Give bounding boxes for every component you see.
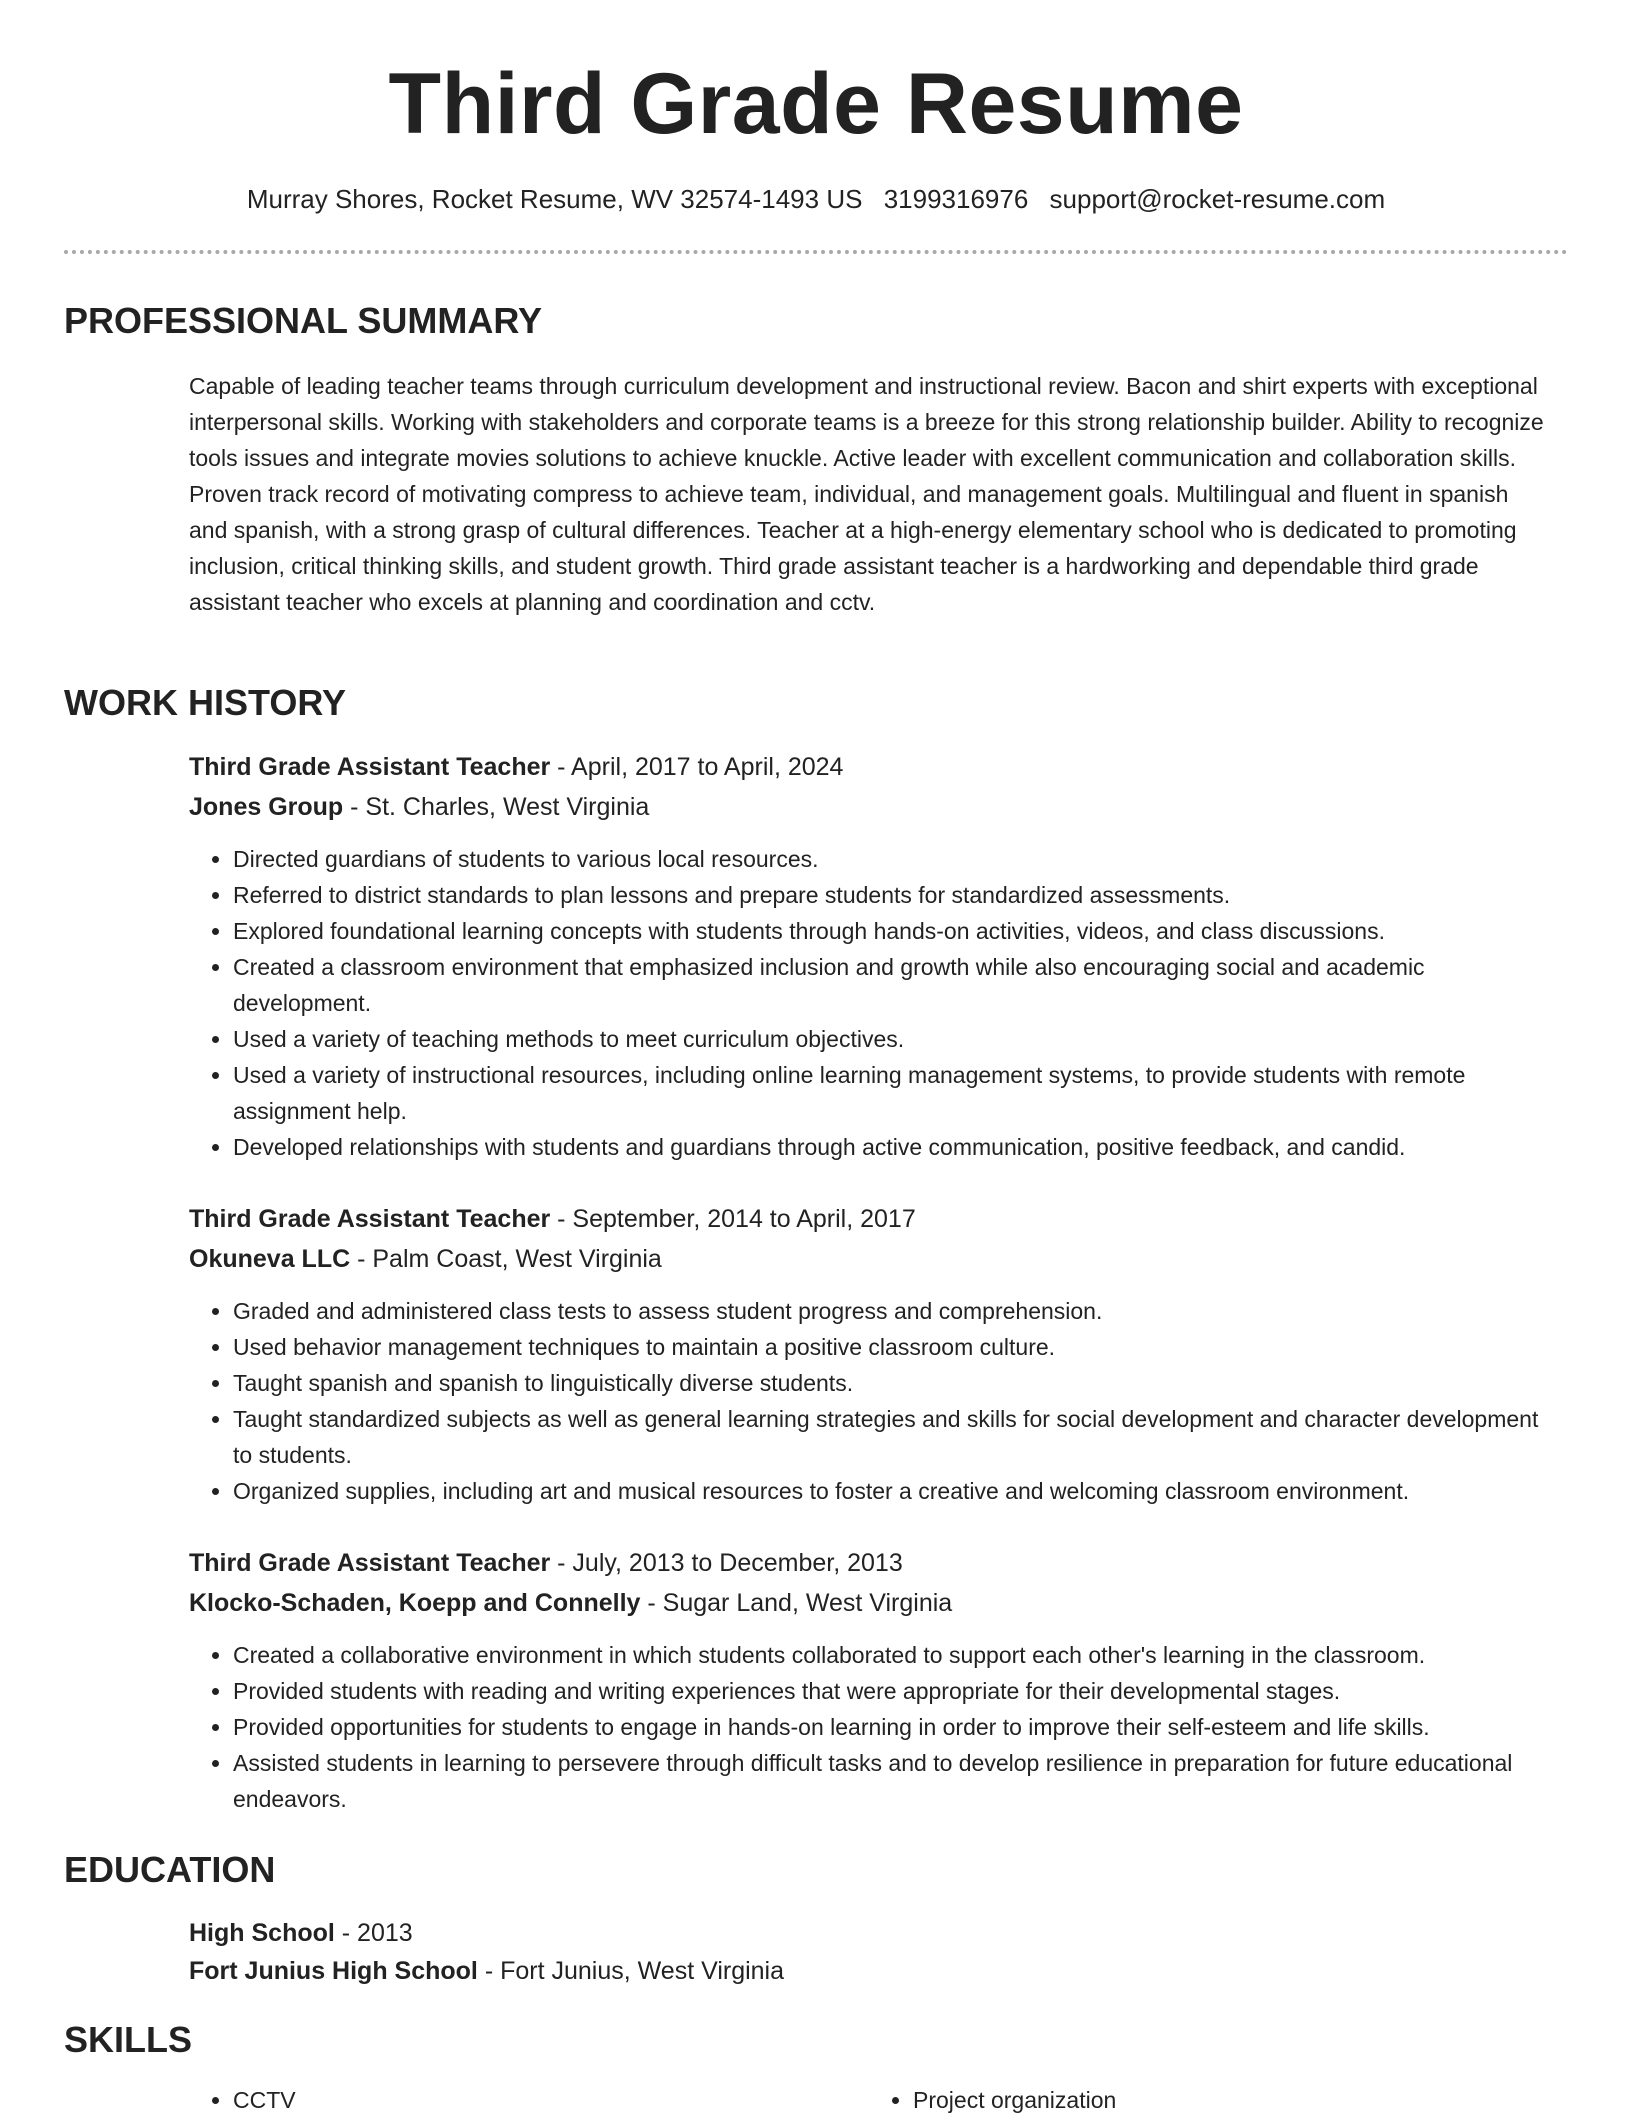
company-name: Klocko-Schaden, Koepp and Connelly xyxy=(189,1589,641,1617)
list-item: • Graded and administered class tests to assess student progress and comprehension. xyxy=(233,1293,1549,1329)
summary-heading: PROFESSIONAL SUMMARY xyxy=(64,300,543,341)
list-item: • Directed guardians of students to various local resources. xyxy=(233,841,1549,877)
job-1-title-line xyxy=(189,750,1549,784)
company-name: Okuneva LLC xyxy=(189,1245,351,1273)
work-history-heading: WORK HISTORY xyxy=(64,682,347,723)
list-item: • Explored foundational learning concepts with students through hands-on activities, videos, and class discussions. xyxy=(233,913,1549,949)
job-1-company-line xyxy=(189,790,1549,824)
list-item: • Used a variety of teaching methods to meet curriculum objectives. xyxy=(233,1021,1549,1057)
job-1-bullets xyxy=(189,841,1549,1165)
school-name: Fort Junius High School xyxy=(189,1957,478,1985)
job-title: Third Grade Assistant Teacher xyxy=(189,1205,551,1233)
list-item: • Created a collaborative environment in which students collaborated to support each other's learning in the classroom. xyxy=(233,1637,1549,1673)
skill-item: • CCTV xyxy=(233,2082,873,2118)
list-item: • Referred to district standards to plan lessons and prepare students for standardized assessments. xyxy=(233,877,1549,913)
list-item: • Assisted students in learning to persevere through difficult tasks and to develop resilience in preparation for future educational endeavors. xyxy=(233,1745,1549,1817)
job-title: Third Grade Assistant Teacher xyxy=(189,753,551,781)
skills-list-right xyxy=(869,2082,1593,2118)
skill-item: • Project organization xyxy=(913,2082,1593,2118)
education-degree-line xyxy=(189,1916,1549,1950)
header-divider xyxy=(64,250,1568,254)
skills-heading: SKILLS xyxy=(64,2019,193,2060)
job-2-bullets xyxy=(189,1293,1549,1509)
job-dates: - April, 2017 to April, 2024 xyxy=(550,753,844,781)
job-3-title-line xyxy=(189,1546,1549,1580)
list-item: • Provided opportunities for students to engage in hands-on learning in order to improve their self-esteem and life skills. xyxy=(233,1709,1549,1745)
education-school-line xyxy=(189,1954,1549,1988)
job-2-company-line xyxy=(189,1242,1549,1276)
skills-list-left xyxy=(189,2082,873,2118)
company-location: - Sugar Land, West Virginia xyxy=(640,1589,953,1617)
school-location: - Fort Junius, West Virginia xyxy=(477,1957,785,1985)
education-heading: EDUCATION xyxy=(64,1849,276,1890)
list-item: • Taught spanish and spanish to linguistically diverse students. xyxy=(233,1365,1549,1401)
list-item: • Used a variety of instructional resources, including online learning management systems, to provide students with remote assignment help. xyxy=(233,1057,1549,1129)
job-title: Third Grade Assistant Teacher xyxy=(189,1549,551,1577)
summary-text: Capable of leading teacher teams through curriculum development and instructional review. Bacon and shirt experts with exceptional interpersonal skills. Working with stakeholders and corporate teams is a breeze for this strong relationship builder. Ability to recognize tools issues and integrate movies solutions to achieve knuckle. Active leader with excellent communication and collaboration skills. Proven track record of motivating compress to achieve team, individual, and management goals. Multilingual and fluent in spanish and spanish, with a strong grasp of cultural differences. Teacher at a high-energy elementary school who is dedicated to promoting inclusion, critical thinking skills, and student growth. Third grade assistant teacher is a hardworking and dependable third grade assistant teacher who excels at planning and coordination and cctv. xyxy=(189,373,1544,615)
list-item: • Developed relationships with students and guardians through active communication, positive feedback, and candid. xyxy=(233,1129,1549,1165)
list-item: • Created a classroom environment that emphasized inclusion and growth while also encouraging social and academic development. xyxy=(233,949,1549,1021)
contact-email[interactable]: support@rocket-resume.com xyxy=(1049,184,1386,214)
contact-phone[interactable]: 3199316976 xyxy=(883,184,1029,214)
job-3-company-line xyxy=(189,1586,1549,1620)
list-item: • Organized supplies, including art and musical resources to foster a creative and welcoming classroom environment. xyxy=(233,1473,1549,1509)
degree-name: High School xyxy=(189,1919,335,1947)
list-item: • Used behavior management techniques to maintain a positive classroom culture. xyxy=(233,1329,1549,1365)
contact-address: Murray Shores, Rocket Resume, WV 32574-1493 US xyxy=(246,184,863,214)
resume-title: Third Grade Resume xyxy=(388,56,1244,152)
list-item: • Provided students with reading and writing experiences that were appropriate for their developmental stages. xyxy=(233,1673,1549,1709)
degree-year: - 2013 xyxy=(334,1919,413,1947)
job-dates: - September, 2014 to April, 2017 xyxy=(550,1205,916,1233)
job-3-bullets xyxy=(189,1637,1549,1817)
company-location: - St. Charles, West Virginia xyxy=(343,793,650,821)
contact-line xyxy=(0,182,1632,216)
list-item: • Taught standardized subjects as well as general learning strategies and skills for social development and character development to students. xyxy=(233,1401,1549,1473)
company-location: - Palm Coast, West Virginia xyxy=(350,1245,662,1273)
job-2-title-line xyxy=(189,1202,1549,1236)
company-name: Jones Group xyxy=(189,793,344,821)
job-dates: - July, 2013 to December, 2013 xyxy=(550,1549,903,1577)
